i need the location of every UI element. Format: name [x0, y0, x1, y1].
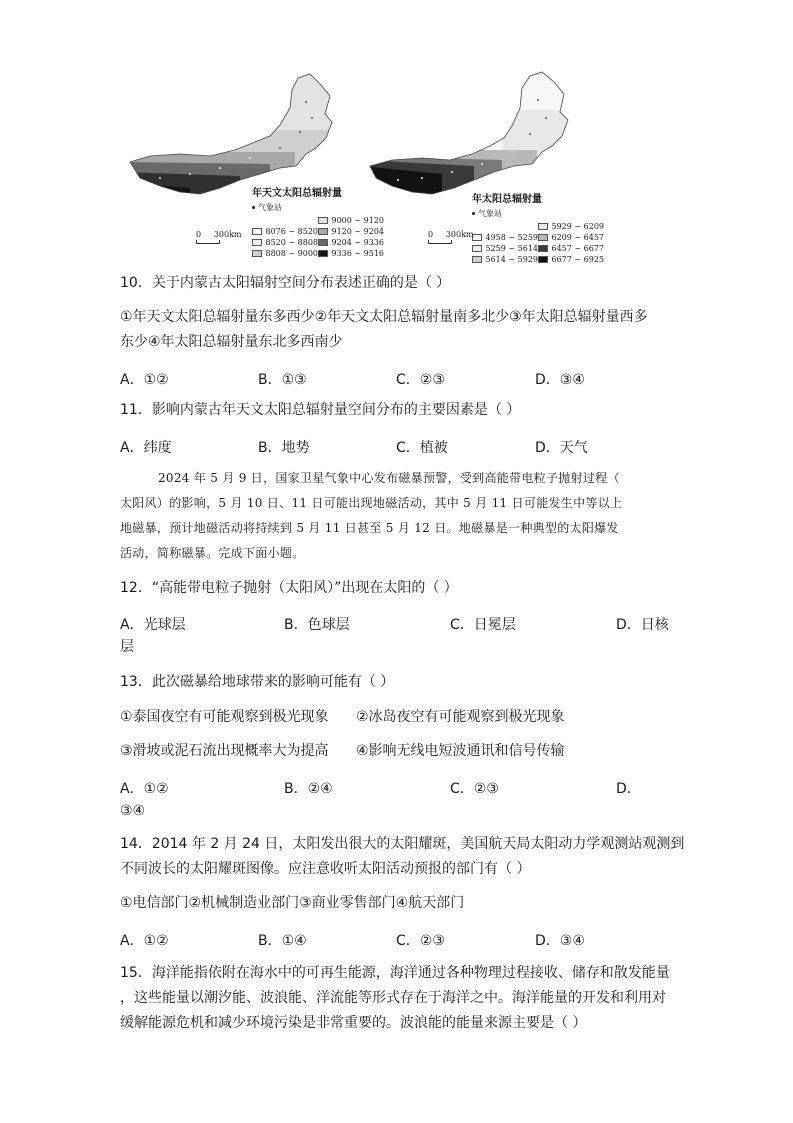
station-icon	[472, 212, 475, 215]
q10-option-b[interactable]: B．①③	[258, 372, 307, 388]
q10-option-d[interactable]: D．③④	[535, 372, 585, 388]
right-station-label: 气象站	[478, 209, 502, 218]
q11-option-d[interactable]: D．天气	[535, 440, 588, 456]
right-scale-bar	[428, 230, 474, 244]
passage-line: 地磁暴，预计地磁活动将持续到 5 月 11 日甚至 5 月 12 日。地磁暴是一种典型的太阳爆发	[120, 521, 619, 535]
legend-range: 9000 ~ 9120	[331, 216, 384, 225]
left-scale-bar	[196, 230, 242, 244]
legend-range: 9120 ~ 9204	[331, 227, 384, 236]
legend-swatch	[318, 217, 328, 224]
q11-option-a[interactable]: A．纬度	[120, 440, 172, 456]
q12-option-a[interactable]: A．光球层	[120, 617, 186, 633]
q14-items: ①电信部门②机械制造业部门③商业零售部门④航天部门	[120, 895, 465, 911]
q15-stem-line2: ，这些能量以潮汐能、波浪能、洋流能等形式存在于海洋之中。海洋能量的开发和利用对	[120, 990, 666, 1006]
passage-line: 2024 年 5 月 9 日，国家卫星气象中心发布磁暴预警，受到高能带电粒子抛射过程（	[158, 471, 620, 485]
scale-label: 300km	[213, 230, 242, 239]
map-figure	[120, 70, 680, 262]
q14-stem-line1: 14．2014 年 2 月 24 日，太阳发出很大的太阳耀斑，美国航天局太阳动力学观测站观测到	[120, 836, 685, 852]
legend-range: 5259 ~ 5614	[485, 244, 538, 253]
legend-swatch	[472, 256, 482, 263]
q10-statement-line2: 东少④年太阳总辐射量东北多西南少	[120, 334, 343, 350]
q11-stem: 11．影响内蒙古年天文太阳总辐射量空间分布的主要因素是（ ）	[120, 402, 521, 418]
legend-range: 9204 ~ 9336	[331, 238, 384, 247]
legend-swatch	[252, 250, 262, 257]
legend-swatch	[538, 234, 548, 241]
q15-stem-line1: 15．海洋能指依附在海水中的可再生能源，海洋通过各种物理过程接收、储存和散发能量	[120, 965, 670, 981]
legend-swatch	[318, 250, 328, 257]
right-map-legend	[472, 194, 604, 265]
legend-range: 5614 ~ 5929	[485, 255, 538, 264]
q10-statement-line1: ①年天文太阳总辐射量东多西少②年天文太阳总辐射量南多北少③年太阳总辐射量西多	[120, 309, 648, 325]
passage-line: 活动，简称磁暴。完成下面小题。	[120, 546, 305, 560]
legend-swatch	[318, 239, 328, 246]
q12-option-c[interactable]: C．日冕层	[450, 617, 516, 633]
legend-swatch	[538, 245, 548, 252]
right-map-title: 年太阳总辐射量	[472, 194, 542, 205]
station-icon	[252, 206, 255, 209]
legend-swatch	[252, 228, 262, 235]
scale-zero: 0	[428, 230, 434, 239]
q12-option-b[interactable]: B．色球层	[284, 617, 350, 633]
legend-range: 5929 ~ 6209	[551, 222, 604, 231]
q12-option-d[interactable]: D．日核	[616, 617, 669, 633]
q13-option-d[interactable]: D．	[616, 781, 641, 797]
scale-label: 300km	[445, 230, 474, 239]
legend-swatch	[318, 228, 328, 235]
q12-option-d-wrap: 层	[120, 639, 134, 655]
legend-swatch	[252, 239, 262, 246]
q13-option-a[interactable]: A．①②	[120, 781, 169, 797]
q14-option-d[interactable]: D．③④	[535, 933, 585, 949]
q13-item-4: ④影响无线电短波通讯和信号传输	[356, 743, 565, 759]
legend-range: 4958 ~ 5259	[485, 233, 538, 242]
q11-option-b[interactable]: B．地势	[258, 440, 310, 456]
reading-passage	[120, 466, 668, 566]
q13-item-3: ③滑坡或泥石流出现概率大为提高	[120, 743, 329, 759]
q13-item-2: ②冰岛夜空有可能观察到极光现象	[356, 709, 565, 725]
legend-swatch	[538, 223, 548, 230]
q13-item-1: ①泰国夜空有可能观察到极光现象	[120, 709, 329, 725]
q10-option-a[interactable]: A．①②	[120, 372, 169, 388]
q14-option-c[interactable]: C．②③	[396, 933, 445, 949]
q10-option-c[interactable]: C．②③	[396, 372, 445, 388]
q13-stem: 13．此次磁暴给地球带来的影响可能有（ ）	[120, 674, 395, 690]
legend-range: 8520 ~ 8808	[265, 238, 318, 247]
legend-range: 6209 ~ 6457	[551, 233, 604, 242]
legend-range: 6457 ~ 6677	[551, 244, 604, 253]
q14-option-a[interactable]: A．①②	[120, 933, 169, 949]
q12-stem: 12．“高能带电粒子抛射（太阳风）”出现在太阳的（ ）	[120, 580, 458, 596]
legend-swatch	[538, 256, 548, 263]
legend-swatch	[472, 245, 482, 252]
q13-option-b[interactable]: B．②④	[284, 781, 333, 797]
passage-line: 太阳风）的影响，5 月 10 日、11 日可能出现地磁活动，其中 5 月 11 日可能发生中等以上	[120, 496, 623, 510]
legend-range: 6677 ~ 6925	[551, 255, 604, 264]
q11-option-c[interactable]: C．植被	[396, 440, 448, 456]
left-map-title: 年天文太阳总辐射量	[252, 188, 342, 199]
q14-option-b[interactable]: B．①④	[258, 933, 307, 949]
legend-range: 8808 ~ 9000	[265, 249, 318, 258]
q13-option-c[interactable]: C．②③	[450, 781, 499, 797]
q10-stem: 10．关于内蒙古太阳辐射空间分布表述正确的是（ ）	[120, 275, 451, 291]
legend-range: 9336 ~ 9516	[331, 249, 384, 258]
q13-option-d-wrap: ③④	[120, 803, 146, 819]
q15-stem-line3: 缓解能源危机和减少环境污染是非常重要的。波浪能的能量来源主要是（ ）	[120, 1015, 587, 1031]
left-station-label: 气象站	[258, 203, 282, 212]
scale-zero: 0	[196, 230, 202, 239]
legend-range: 8076 ~ 8520	[265, 227, 318, 236]
q14-stem-line2: 不同波长的太阳耀斑图像。应注意收听太阳活动预报的部门有（ ）	[120, 861, 531, 877]
